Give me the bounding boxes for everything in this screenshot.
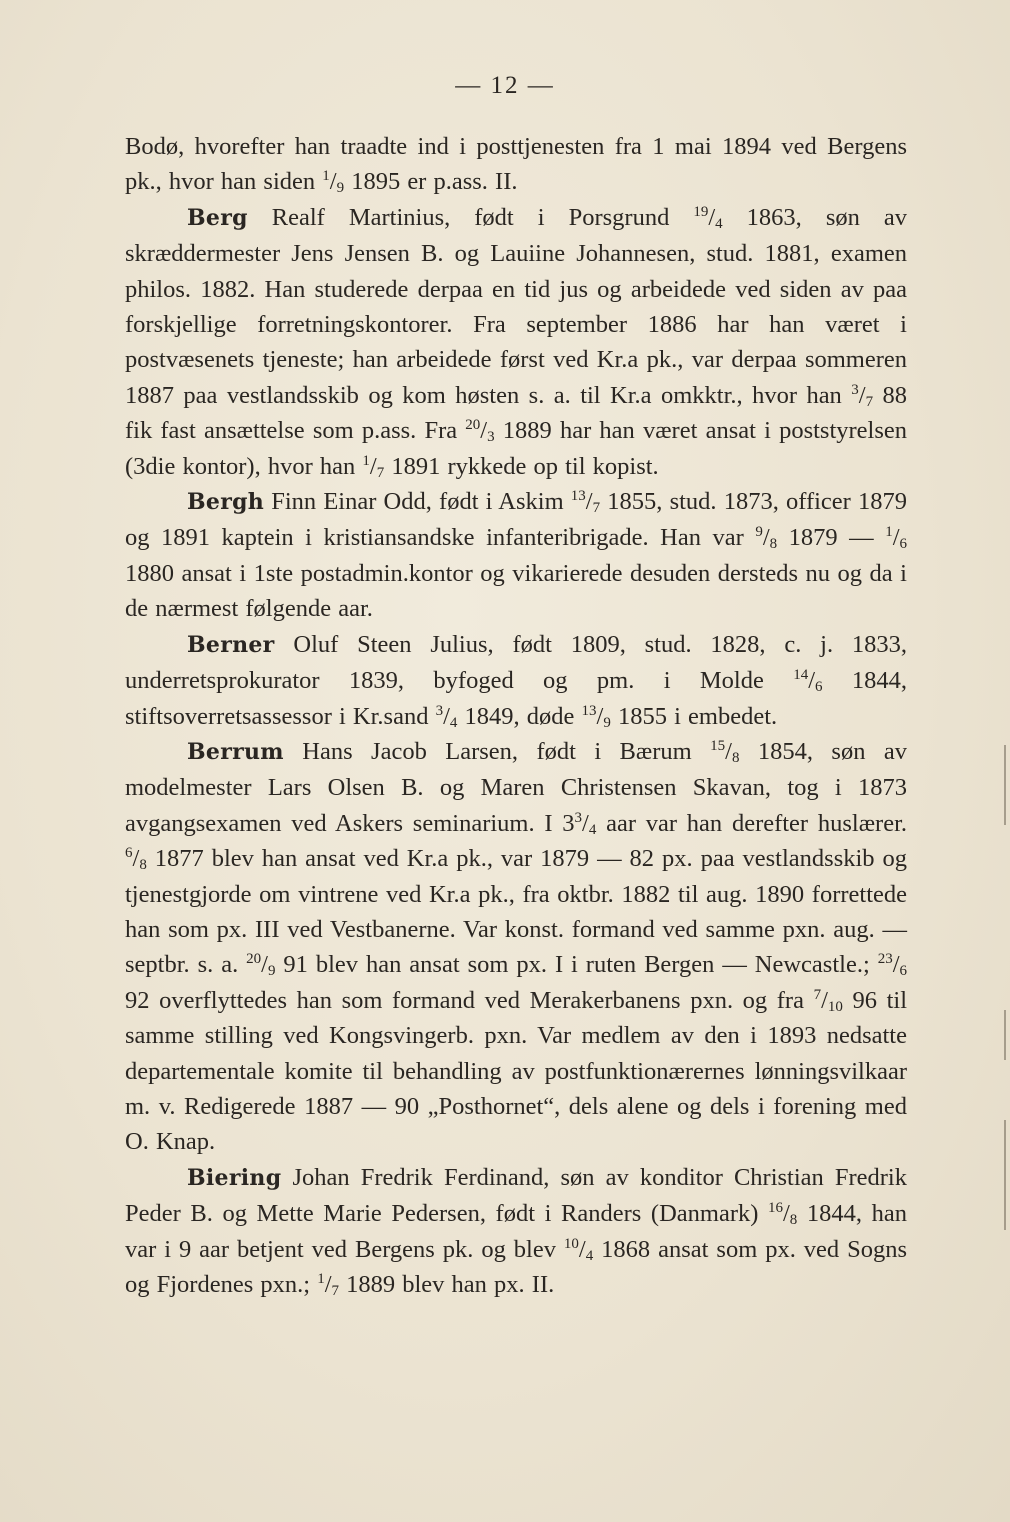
fraction-month: 6	[899, 536, 907, 553]
date-fraction	[878, 951, 907, 978]
fraction-slash: /	[821, 986, 828, 1014]
fraction-month: 8	[769, 536, 778, 553]
fraction-slash: /	[892, 524, 900, 552]
date-fraction	[814, 987, 843, 1014]
date-fraction	[571, 488, 600, 515]
entry-text: Oluf Steen Julius, født 1809, stud. 1828, c. j. 1833, underretsprokurator 1839, byfoged og pm. i Molde	[125, 630, 907, 695]
fraction-day: 23	[877, 951, 893, 968]
date-fraction	[755, 524, 777, 551]
date-fraction	[465, 417, 494, 444]
entry-text: 88 fik fast ansættelse som p.ass. Fra	[125, 381, 907, 445]
entry-text: 1895 er p.ass. II.	[344, 168, 518, 196]
fraction-day: 6	[125, 845, 133, 862]
entry-surname: Biering	[187, 1164, 282, 1191]
fraction-day: 14	[793, 667, 809, 684]
page-number: — 12 —	[455, 72, 555, 99]
biography-entry	[125, 627, 907, 734]
entry-text: Finn Einar Odd, født i Askim	[264, 488, 571, 516]
document-body	[125, 129, 907, 1302]
fraction-slash: /	[782, 1200, 790, 1228]
fraction-slash: /	[329, 168, 337, 196]
fraction-slash: /	[582, 809, 589, 837]
date-fraction	[322, 168, 344, 195]
date-fraction	[246, 951, 275, 978]
biography-entry	[125, 734, 907, 1160]
date-fraction	[436, 703, 458, 730]
fraction-month: 3	[487, 429, 495, 446]
fraction-slash: /	[443, 702, 450, 730]
date-fraction	[693, 204, 722, 231]
fraction-month: 9	[336, 180, 345, 197]
entry-text: 92 overflyttedes han som formand ved Merakerbanens pxn. og fra	[125, 986, 814, 1014]
fraction-day: 19	[693, 203, 709, 220]
fraction-day: 16	[767, 1200, 783, 1217]
fraction-slash: /	[808, 667, 816, 695]
entry-text: 1891 rykkede op til kopist.	[384, 452, 659, 480]
fraction-day: 1	[362, 452, 370, 469]
fraction-month: 7	[592, 500, 601, 517]
fraction-slash: /	[892, 951, 900, 979]
fraction-slash: /	[132, 845, 140, 873]
entry-text: 1855, stud. 1873, officer 1879 og 1891 kaptein i kristiansandske infanteribrigade. Han var	[125, 488, 907, 552]
entry-text: Hans Jacob Larsen, født i Bærum	[283, 737, 711, 765]
entry-text: 1889 har han været ansat i poststyrelsen (3die kontor), hvor han	[125, 417, 907, 480]
fraction-day: 3	[851, 381, 859, 398]
biography-entry	[125, 129, 907, 200]
fraction-day: 1	[317, 1271, 325, 1287]
fraction-day: 9	[755, 524, 763, 541]
fraction-day: 3	[574, 809, 583, 826]
entry-text: 1849, døde	[457, 702, 582, 730]
biography-entry	[125, 200, 907, 484]
entry-text: 1880 ansat i 1ste postadmin.kontor og vikarierede desuden dersteds nu og da i de nærmest følgende aar.	[125, 559, 907, 623]
fraction-slash: /	[261, 951, 268, 979]
entry-surname: Berrum	[187, 738, 284, 765]
fraction-day: 10	[563, 1235, 579, 1252]
fraction-day: 20	[465, 417, 481, 434]
entry-text: 1868 ansat som px. ved Sogns og Fjordenes pxn.;	[125, 1235, 908, 1298]
fraction-day: 13	[581, 702, 597, 719]
fraction-month: 4	[715, 215, 723, 232]
fraction-slash: /	[585, 488, 593, 516]
entry-text: 1889 blev han px. II.	[339, 1271, 555, 1298]
date-fraction	[125, 845, 147, 872]
entry-text: Realf Martinius, født i Porsgrund	[247, 203, 694, 231]
fraction-month: 7	[865, 393, 874, 410]
fraction-slash: /	[480, 417, 488, 445]
fraction-month: 4	[449, 714, 458, 731]
date-fraction	[793, 667, 822, 694]
fraction-month: 8	[731, 749, 740, 766]
fraction-month: 8	[789, 1212, 798, 1229]
fraction-day: 1	[885, 524, 893, 541]
fraction-slash: /	[369, 452, 377, 480]
biography-entry	[125, 484, 907, 627]
page-edge-shadow	[1004, 745, 1006, 825]
date-fraction	[768, 1200, 797, 1227]
fraction-month: 10	[827, 998, 843, 1015]
date-fraction	[317, 1271, 339, 1298]
fraction-day: 13	[570, 488, 586, 505]
date-fraction	[575, 810, 597, 837]
page-edge-shadow	[1004, 1010, 1006, 1060]
entry-text: 91 blev han ansat som px. I i ruten Bergen — Newcastle.;	[275, 951, 878, 979]
entry-surname: Berg	[187, 204, 248, 231]
fraction-month: 9	[267, 963, 276, 980]
fraction-slash: /	[762, 524, 770, 552]
fraction-day: 20	[246, 951, 262, 968]
fraction-slash: /	[578, 1235, 586, 1263]
fraction-slash: /	[708, 203, 716, 231]
date-fraction	[564, 1236, 593, 1263]
fraction-slash: /	[858, 381, 866, 409]
fraction-day: 15	[710, 737, 726, 754]
entry-text: 1855 i embedet.	[610, 702, 778, 730]
fraction-day: 1	[322, 168, 330, 185]
date-fraction	[851, 382, 873, 409]
page-edge-shadow	[1004, 1120, 1006, 1230]
entry-surname: Berner	[187, 631, 275, 658]
biography-entry	[125, 1160, 907, 1303]
entry-text: Bodø, hvorefter han traadte ind i posttjenesten fra 1 mai 1894 ved Bergens pk., hvor han siden	[125, 133, 907, 196]
entry-text: 1854, søn av modelmester Lars Olsen B. og Maren Christensen Skavan, tog i 1873 avgangsexamen ved Askers seminarium. I 3	[125, 737, 907, 837]
entry-surname: Bergh	[187, 489, 265, 516]
fraction-slash: /	[596, 702, 604, 730]
fraction-day: 3	[435, 702, 444, 719]
entry-text: Johan Fredrik Ferdinand, søn av konditor Christian Fredrik Peder B. og Mette Marie Pedersen, født i Randers (Danmark)	[125, 1163, 907, 1228]
date-fraction	[582, 703, 611, 730]
entry-text: 1844, stiftsoverretsassessor i Kr.sand	[125, 667, 907, 730]
entry-text: 1863, søn av skræddermester Jens Jensen B. og Lauiine Johannesen, stud. 1881, examen philos. 1882. Han studerede derpaa en tid jus og arbeidede ved siden av paa forskjellige forretningskontorer. Fra september 1886 har han været i postvæsenets tjeneste; han arbeidede først ved Kr.a pk., var derpaa sommeren 1887 paa vestlandsskib og kom høsten s. a. til Kr.a omkktr., hvor han	[125, 203, 907, 409]
fraction-month: 7	[376, 464, 385, 481]
date-fraction	[362, 453, 384, 480]
fraction-day: 7	[813, 986, 822, 1003]
date-fraction	[885, 524, 907, 551]
entry-text: 96 til samme stilling ved Kongsvingerb. pxn. Var medlem av den i 1893 nedsatte departementale komite til behandling av postfunktionærernes lønningsvilkaar m. v. Redigerede 1887 — 90 „Posthornet“, dels alene og dels i forening med O. Knap.	[125, 986, 907, 1156]
entry-text: 1877 blev han ansat ved Kr.a pk., var 1879 — 82 px. paa vestlandsskib og tjenestgjorde om vintrene ved Kr.a pk., fra oktbr. 1882 til aug. 1890 forrettede han som px. III ved Vestbanerne. Var konst. formand ved samme pxn. aug. — septbr. s. a.	[125, 845, 907, 979]
fraction-slash: /	[324, 1271, 332, 1298]
fraction-month: 8	[139, 857, 147, 874]
date-fraction	[710, 738, 739, 765]
entry-text: aar var han derefter huslærer.	[596, 809, 908, 837]
fraction-month: 4	[588, 821, 597, 838]
entry-text: 1844, han var i 9 aar betjent ved Bergens pk. og blev	[125, 1200, 907, 1263]
entry-text: 1879 —	[777, 524, 886, 552]
fraction-month: 6	[815, 679, 823, 696]
fraction-month: 6	[899, 963, 908, 980]
fraction-month: 7	[331, 1283, 339, 1299]
fraction-slash: /	[725, 737, 732, 765]
fraction-month: 9	[603, 714, 611, 731]
fraction-month: 4	[585, 1247, 594, 1264]
